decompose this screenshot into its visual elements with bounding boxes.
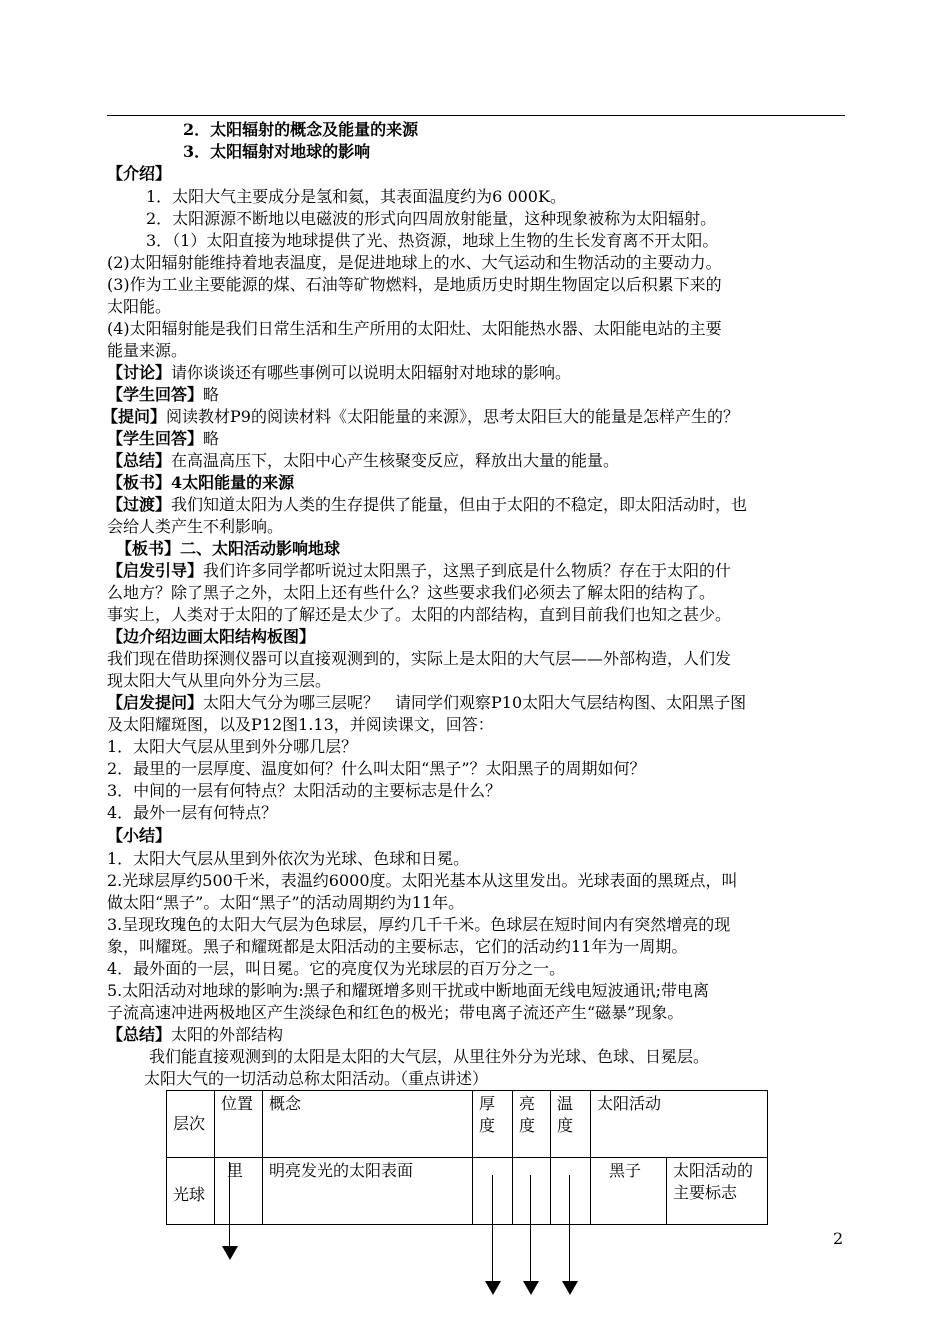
summary-item: 1．太阳大气层从里到外依次为光球、色球和日冕。 <box>107 849 470 868</box>
board-heading: 【板书】二、太阳活动影响地球 <box>116 539 341 558</box>
text-line: 我们现在借助探测仪器可以直接观测到的，实际上是太阳的大气层——外部构造，人们发 <box>107 649 732 668</box>
board-line: 【板书】4太阳能量的来源 <box>107 473 295 492</box>
tag-transition: 【过渡】 <box>107 495 172 514</box>
arrow-down-icon <box>523 1281 539 1295</box>
arrow-down-line <box>530 1175 531 1282</box>
arrow-down-icon <box>562 1281 578 1295</box>
question-item: 1．太阳大气层从里到外分哪几层？ <box>107 737 358 756</box>
heading-line: 3．太阳辐射对地球的影响 <box>183 142 371 161</box>
tag-summary: 【总结】 <box>107 451 172 470</box>
answer-line: 【学生回答】略 <box>107 429 220 448</box>
arrow-down-icon <box>485 1281 501 1295</box>
text-line: 2．太阳源源不断地以电磁波的形式向四周放射能量，这种现象被称为太阳辐射。 <box>146 209 717 228</box>
guide-line: 【启发引导】我们许多同学都听说过太阳黑子，这黑子到底是什么物质？存在于太阳的什 <box>107 561 732 580</box>
table-header-row <box>167 1091 768 1158</box>
text-line: (3)作为工业主要能源的煤、石油等矿物燃料，是地质历史时期生物固定以后积累下来的 <box>107 275 722 294</box>
summary-item: 3.呈现玫瑰色的太阳大气层为色球层，厚约几千千米。色球层在短时间内有突然增亮的现 <box>107 915 731 934</box>
text-line: 1．太阳大气主要成分是氢和氦，其表面温度约为6 000K。 <box>146 187 566 206</box>
text-line: (2)太阳辐射能维持着地表温度，是促进地球上的水、大气运动和生物活动的主要动力。 <box>107 253 722 272</box>
table-row <box>167 1158 768 1225</box>
summary-item: 象，叫耀斑。黑子和耀斑都是太阳活动的主要标志，它们的活动约11年为一周期。 <box>107 937 688 956</box>
sun-structure-table <box>166 1090 768 1225</box>
text-line: 么地方？除了黑子之外，太阳上还有些什么？这些要求我们必须去了解太阳的结构了。 <box>107 583 716 602</box>
summary-item: 2.光球层厚约500千米，表温约6000度。太阳光基本从这里发出。光球表面的黑斑点，叫 <box>107 871 738 890</box>
arrow-down-line <box>229 1162 230 1246</box>
cell-layer: 光球 <box>167 1158 215 1225</box>
page-number: 2 <box>833 1229 844 1248</box>
arrow-down-icon <box>222 1246 238 1260</box>
question-item: 3．中间的一层有何特点？太阳活动的主要标志是什么？ <box>107 781 502 800</box>
text-line: 太阳能。 <box>107 297 172 316</box>
question-item: 2．最里的一层厚度、温度如何？什么叫太阳“黑子”？太阳黑子的周期如何？ <box>107 759 646 778</box>
summary-item: 子流高速冲进两极地区产生淡绿色和红色的极光；带电离子流还产生“磁暴”现象。 <box>107 1003 684 1022</box>
text-line: 太阳大气的一切活动总称太阳活动。（重点讲述） <box>144 1069 489 1088</box>
tag-guide: 【启发引导】 <box>107 561 204 580</box>
tag-answer: 【学生回答】 <box>107 429 204 448</box>
section-tag: 【介绍】 <box>107 164 172 183</box>
tag-board: 【板书】 <box>107 473 172 492</box>
cell-brightness <box>513 1158 551 1225</box>
text-line: 及太阳耀斑图，以及P12图1.13，并阅读课文，回答： <box>107 715 494 734</box>
header-thickness: 厚度 <box>473 1091 513 1158</box>
text-line: 3．（1）太阳直接为地球提供了光、热资源，地球上生物的生长发育离不开太阳。 <box>146 231 719 250</box>
header-layer: 层次 <box>167 1091 215 1158</box>
text-line: 会给人类产生不利影响。 <box>107 517 284 536</box>
header-position: 位置 <box>215 1091 263 1158</box>
cell-activity-note: 太阳活动的主要标志 <box>667 1158 768 1225</box>
header-rule <box>107 115 845 116</box>
text-line: (4)太阳辐射能是我们日常生活和生产所用的太阳灶、太阳能热水器、太阳能电站的主要 <box>107 319 722 338</box>
text-line: 现太阳大气从里向外分为三层。 <box>107 671 332 690</box>
answer-line: 【学生回答】略 <box>107 385 220 404</box>
header-brightness: 亮度 <box>513 1091 551 1158</box>
header-temperature: 温度 <box>551 1091 591 1158</box>
summary-item: 5.太阳活动对地球的影响为:黑子和耀斑增多则干扰或中断地面无线电短波通讯;带电离 <box>107 981 710 1000</box>
arrow-down-line <box>569 1175 570 1282</box>
summary-line: 【总结】在高温高压下，太阳中心产生核聚变反应，释放出大量的能量。 <box>107 451 620 470</box>
text-line: 事实上，人类对于太阳的了解还是太少了。太阳的内部结构，直到目前我们也知之甚少。 <box>107 605 732 624</box>
summary-line: 【总结】太阳的外部结构 <box>107 1025 284 1044</box>
cell-concept: 明亮发光的太阳表面 <box>263 1158 473 1225</box>
cell-temperature <box>551 1158 591 1225</box>
tag-answer: 【学生回答】 <box>107 385 204 404</box>
header-activity: 太阳活动 <box>591 1091 768 1158</box>
section-tag: 【小结】 <box>107 826 172 845</box>
discussion-line: 【讨论】请你谈谈还有哪些事例可以说明太阳辐射对地球的影响。 <box>107 363 572 382</box>
header-concept: 概念 <box>263 1091 473 1158</box>
cell-position: 里 <box>215 1158 263 1225</box>
heading-line: 2．太阳辐射的概念及能量的来源 <box>183 120 419 139</box>
arrow-down-line <box>492 1175 493 1282</box>
text-line: 能量来源。 <box>107 341 188 360</box>
tag-ask: 【提问】 <box>102 407 167 426</box>
guide-question-line: 【启发提问】太阳大气分为哪三层呢？ 请同学们观察P10太阳大气层结构图、太阳黑子图 <box>107 693 747 712</box>
text-line: 我们能直接观测到的太阳是太阳的大气层，从里往外分为光球、色球、日冕层。 <box>149 1047 710 1066</box>
section-tag: 【边介绍边画太阳结构板图】 <box>107 627 316 646</box>
tag-summary: 【总结】 <box>107 1025 172 1044</box>
question-line: 【提问】阅读教材P9的阅读材料《太阳能量的来源》，思考太阳巨大的能量是怎样产生的？ <box>102 407 739 426</box>
transition-line: 【过渡】我们知道太阳为人类的生存提供了能量，但由于太阳的不稳定，即太阳活动时，也 <box>107 495 748 514</box>
cell-activity: 黑子 <box>591 1158 667 1225</box>
question-item: 4．最外一层有何特点？ <box>107 803 278 822</box>
tag-guide-ask: 【启发提问】 <box>107 693 204 712</box>
summary-item: 做太阳“黑子”。太阳“黑子”的活动周期约为11年。 <box>107 893 465 912</box>
summary-item: 4．最外面的一层，叫日冕。它的亮度仅为光球层的百万分之一。 <box>107 959 566 978</box>
tag-discuss: 【讨论】 <box>107 363 172 382</box>
